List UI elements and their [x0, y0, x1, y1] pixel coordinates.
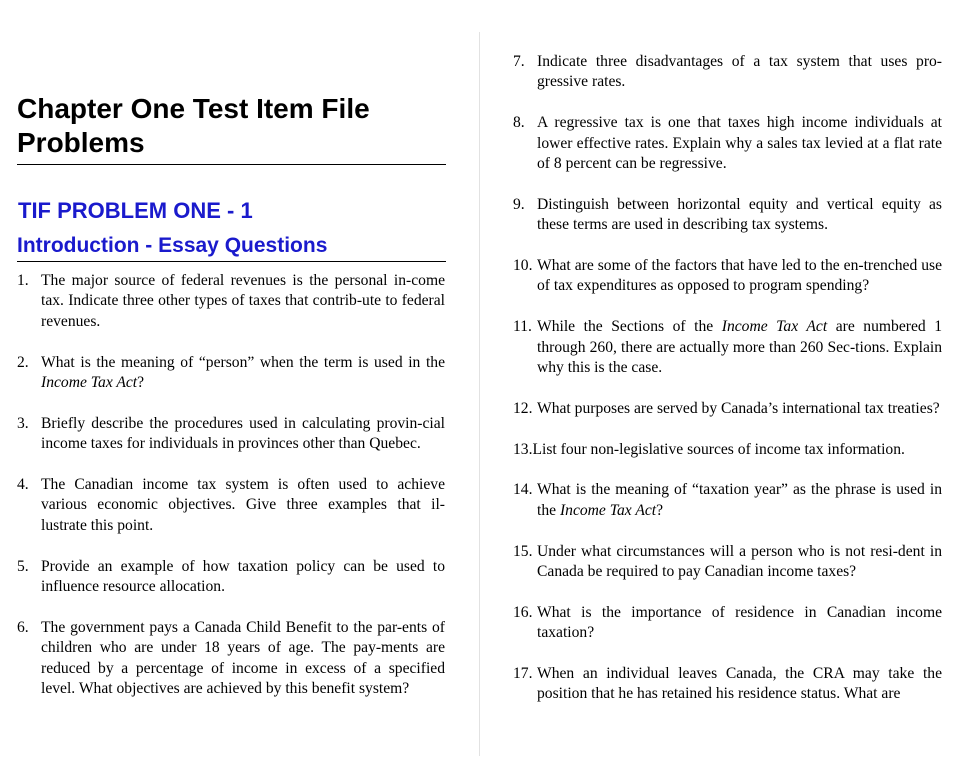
question-item: [17, 557, 445, 598]
question-text-part: are numbered 1 through 260, there are actually more than 260 Sec-tions. Explain why this is the case.: [537, 318, 942, 377]
question-number: 16.: [513, 603, 533, 621]
question-number: 4.: [17, 476, 29, 494]
question-text: When an individual leaves Canada, the CRA may take the position that he has retained his residence status. What are: [537, 665, 942, 703]
act-title: Income Tax Act: [721, 318, 828, 336]
chapter-title: Chapter One Test Item File Problems: [17, 92, 446, 165]
question-number: 15.: [513, 542, 533, 560]
question-item: [17, 618, 445, 700]
question-item: [513, 256, 942, 297]
question-text-part: ?: [137, 374, 145, 392]
question-text: Provide an example of how taxation policy can be used to influence resource allocation.: [41, 557, 445, 596]
question-number: 14.: [513, 481, 533, 499]
question-text: Briefly describe the procedures used in calculating provin-cial income taxes for individuals in provinces other than Quebec.: [41, 414, 445, 453]
question-text: Indicate three disadvantages of a tax system that uses pro-gressive rates.: [537, 53, 942, 91]
question-number: 7.: [513, 53, 525, 70]
question-number: 9.: [513, 195, 525, 213]
question-number: 8.: [513, 114, 525, 132]
question-item: [513, 52, 942, 93]
question-text: [537, 481, 942, 518]
question-item: [513, 664, 942, 705]
question-text-part: What is the meaning of “person” when the term is used in the: [41, 353, 445, 371]
question-text: What is the importance of residence in Canadian income taxation?: [537, 603, 942, 642]
question-item: [513, 542, 942, 583]
question-item: [17, 353, 445, 394]
question-text: The government pays a Canada Child Benefit to the par-ents of children who are under 18 years of age. The pay-ments are reduced by a percentage of income in excess of a specified level. What objectives are achieved by this benefit system?: [41, 618, 445, 698]
question-item: [17, 414, 445, 455]
question-text: [41, 354, 445, 391]
question-text-part: While the Sections of the: [537, 318, 722, 336]
question-text-part: ?: [656, 501, 664, 519]
question-item: [513, 195, 942, 236]
question-item: [513, 399, 942, 419]
column-divider: [479, 32, 480, 756]
question-number: 13.: [513, 440, 533, 458]
question-text: Distinguish between horizontal equity and vertical equity as these terms are used in describing tax systems.: [537, 195, 942, 234]
question-text: What purposes are served by Canada’s international tax treaties?: [537, 399, 940, 417]
question-number: 3.: [17, 414, 29, 432]
question-list-right: [513, 52, 942, 725]
question-number: 2.: [17, 353, 29, 371]
section-title: Introduction - Essay Questions: [17, 232, 446, 262]
question-number: 11.: [513, 318, 532, 336]
question-list-left: [17, 271, 445, 720]
question-text: The Canadian income tax system is often used to achieve various economic objectives. Give three examples that il-lustrate this point.: [41, 476, 445, 534]
question-number: 5.: [17, 557, 29, 575]
act-title: Income Tax Act: [559, 501, 657, 519]
question-item: [513, 113, 942, 174]
act-title: Income Tax Act: [41, 374, 138, 392]
question-item: [513, 440, 942, 460]
question-number: 17.: [513, 665, 533, 683]
question-text: The major source of federal revenues is the personal in-come tax. Indicate three other types of taxes that contrib-ute to federal revenues.: [41, 272, 445, 330]
question-text: A regressive tax is one that taxes high income individuals at lower effective rates. Explain why a sales tax levied at a flat rate of 8 percent can be regressive.: [537, 114, 942, 173]
question-text: Under what circumstances will a person who is not resi-dent in Canada be required to pay Canadian income taxes?: [537, 542, 942, 581]
question-item: [17, 271, 445, 332]
question-text-part: What is the meaning of “taxation year” as the phrase is used in the: [537, 481, 942, 519]
question-text: [537, 318, 942, 376]
question-number: 12.: [513, 399, 533, 417]
question-text: List four non-legislative sources of income tax information.: [532, 440, 905, 458]
question-number: 1.: [17, 272, 29, 289]
question-item: [513, 603, 942, 644]
question-item: [513, 317, 942, 378]
question-number: 10.: [513, 257, 533, 275]
question-number: 6.: [17, 618, 29, 636]
problem-title: TIF PROBLEM ONE - 1: [18, 198, 253, 223]
question-item: [17, 475, 445, 536]
question-item: [513, 480, 942, 521]
question-text: What are some of the factors that have led to the en-trenched use of tax expenditures as opposed to program spending?: [537, 257, 942, 295]
